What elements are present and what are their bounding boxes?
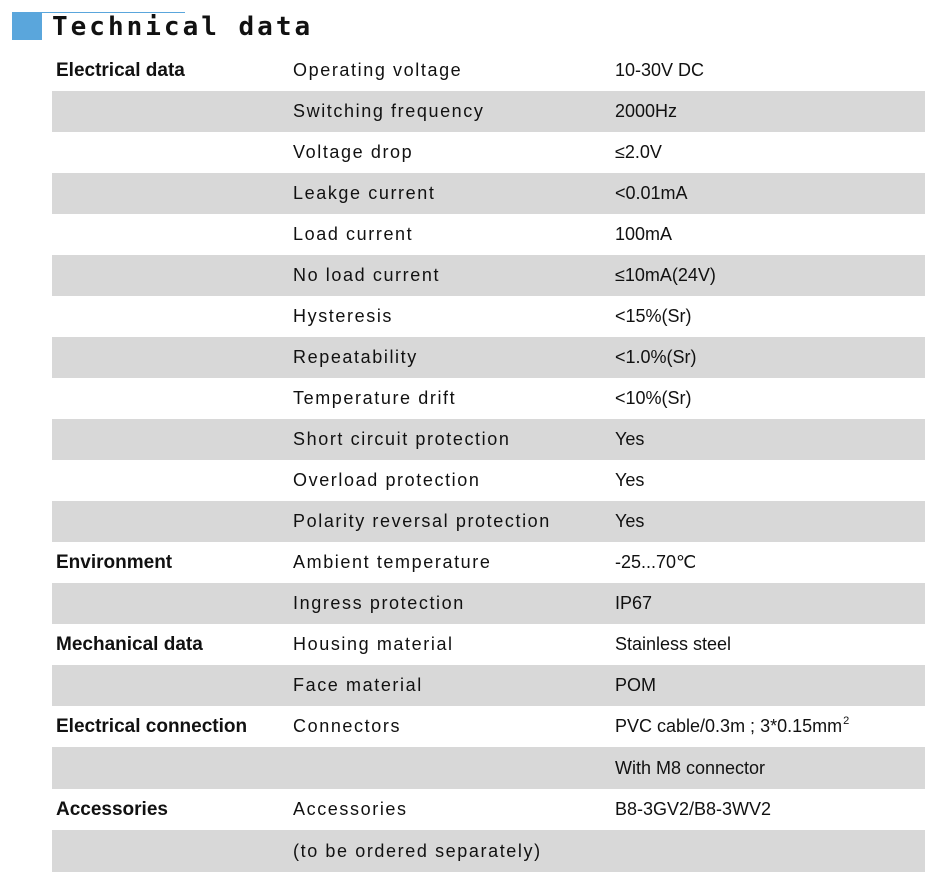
parameter-label: Overload protection — [293, 470, 481, 490]
parameter-value: 100mA — [615, 224, 673, 244]
parameter-value — [615, 706, 849, 747]
parameter-label: Temperature drift — [293, 388, 457, 408]
parameter-value: Yes — [615, 470, 645, 490]
parameter-value: <1.0%(Sr) — [615, 347, 697, 367]
table-row — [52, 337, 925, 378]
table-row — [52, 583, 925, 624]
parameter-label: Housing material — [293, 634, 454, 654]
parameter-label: Accessories — [293, 799, 408, 819]
table-row — [52, 624, 925, 665]
parameter-label: Leakge current — [293, 183, 436, 203]
parameter-label: Hysteresis — [293, 306, 394, 326]
parameter-value: POM — [615, 675, 657, 695]
parameter-value: -25...70℃ — [615, 552, 697, 572]
category-label: Mechanical data — [56, 633, 203, 655]
parameter-value-text: PVC cable/0.3m ; 3*0.15mm — [615, 716, 843, 736]
parameter-value: ≤2.0V — [615, 142, 662, 162]
parameter-value: With M8 connector — [615, 757, 766, 778]
parameter-label: (to be ordered separately) — [293, 840, 542, 861]
parameter-value: <15%(Sr) — [615, 306, 692, 326]
table-row — [52, 789, 925, 830]
table-row — [52, 173, 925, 214]
category-label: Electrical connection — [56, 715, 248, 737]
parameter-value: Yes — [615, 511, 645, 531]
table-row — [52, 132, 925, 173]
parameter-label: Operating voltage — [293, 60, 463, 80]
table-row — [52, 50, 925, 91]
parameter-label: Polarity reversal protection — [293, 511, 551, 531]
parameter-value: 10-30V DC — [615, 60, 705, 80]
section-title: Technical data — [52, 12, 314, 42]
parameter-value: Stainless steel — [615, 634, 732, 654]
table-row — [52, 460, 925, 501]
table-row — [52, 214, 925, 255]
parameter-value: <0.01mA — [615, 183, 688, 203]
table-row — [52, 665, 925, 706]
table-row — [52, 255, 925, 296]
table-row — [52, 830, 925, 872]
section-header-accent-bar — [12, 12, 42, 40]
table-row — [52, 706, 925, 747]
superscript-exponent: 2 — [843, 714, 850, 727]
parameter-value: B8-3GV2/B8-3WV2 — [615, 799, 772, 819]
parameter-label: Ambient temperature — [293, 552, 492, 572]
parameter-value: IP67 — [615, 593, 653, 613]
table-row — [52, 419, 925, 460]
table-row — [52, 296, 925, 337]
table-row — [52, 378, 925, 419]
parameter-label: Ingress protection — [293, 593, 465, 613]
parameter-label: Voltage drop — [293, 142, 414, 162]
parameter-label: Face material — [293, 675, 423, 695]
table-row — [52, 747, 925, 789]
table-row — [52, 542, 925, 583]
spec-table — [52, 50, 925, 872]
table-row — [52, 91, 925, 132]
parameter-value: <10%(Sr) — [615, 388, 692, 408]
parameter-value: Yes — [615, 429, 645, 449]
parameter-label: Short circuit protection — [293, 429, 511, 449]
parameter-label: Load current — [293, 224, 414, 244]
parameter-label: Repeatability — [293, 347, 418, 367]
parameter-value: ≤10mA(24V) — [615, 265, 716, 285]
table-row — [52, 501, 925, 542]
parameter-label: Connectors — [293, 716, 402, 736]
parameter-label: Switching frequency — [293, 101, 485, 121]
category-label: Accessories — [56, 798, 168, 820]
parameter-label: No load current — [293, 265, 441, 285]
parameter-value: 2000Hz — [615, 101, 678, 121]
category-label: Environment — [56, 551, 173, 573]
category-label: Electrical data — [56, 59, 185, 81]
